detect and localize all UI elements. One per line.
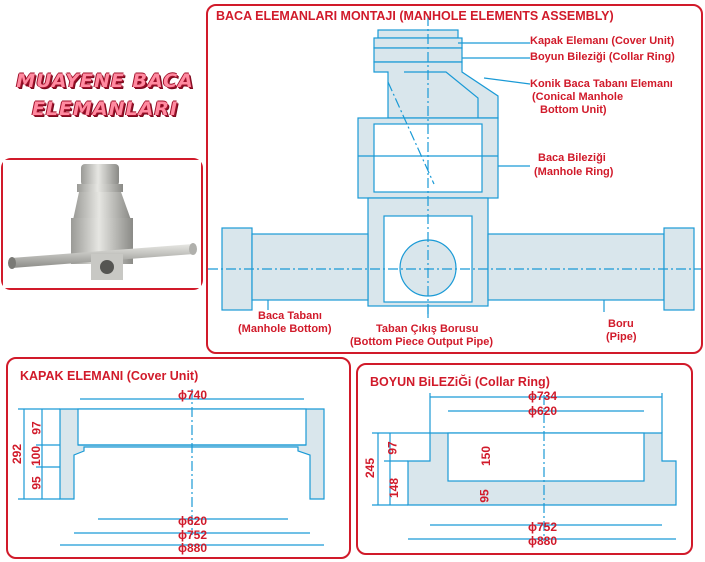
headline-line-1: MUAYENE BACA [16,70,194,92]
label-manhole-ring-1: Baca Bileziği [538,152,606,164]
collar-ring-drawing [358,365,691,553]
label-collar-ring: Boyun Bileziği (Collar Ring) [530,51,675,63]
collar-ring-panel [356,363,693,555]
collar-dim-97: 97 [385,441,400,455]
assembly-panel [206,4,703,354]
collar-dim-734: ϕ734 [528,389,558,403]
collar-dim-752: ϕ752 [528,520,558,534]
label-manhole-bottom-1: Baca Tabanı [258,310,322,322]
label-output-pipe-2: (Bottom Piece Output Pipe) [350,336,493,348]
cover-dim-880: ϕ880 [178,541,208,555]
photo-panel [1,158,203,290]
collar-ring-title: BOYUN BiLEZiĞi (Collar Ring) [370,375,550,389]
label-pipe-1: Boru [608,318,634,330]
collar-dim-880: ϕ880 [528,534,558,548]
cover-dim-620: ϕ620 [178,514,208,528]
cover-unit-panel [6,357,351,559]
collar-dim-620: ϕ620 [528,404,558,418]
collar-dim-148: 148 [387,477,402,499]
label-output-pipe-1: Taban Çıkış Borusu [376,323,479,335]
label-pipe-2: (Pipe) [606,331,637,343]
assembly-title: BACA ELEMANLARI MONTAJI (MANHOLE ELEMENTS ASSEMBLY) [216,9,614,23]
collar-dim-150: 150 [479,445,494,467]
label-conical-2: (Conical Manhole [532,91,624,103]
cover-dim-95: 95 [29,476,44,490]
cover-dim-752: ϕ752 [178,528,208,542]
label-cover-unit: Kapak Elemanı (Cover Unit) [530,35,675,47]
cover-dim-740: ϕ740 [178,388,208,402]
label-manhole-bottom-2: (Manhole Bottom) [238,323,332,335]
collar-dim-95: 95 [477,489,492,503]
cover-dim-292: 292 [10,443,25,465]
cover-dim-100: 100 [29,445,44,467]
label-conical-3: Bottom Unit) [540,104,607,116]
cover-dim-97: 97 [29,421,44,435]
label-manhole-ring-2: (Manhole Ring) [534,166,614,178]
headline-line-2: ELEMANLARI [31,98,179,120]
label-conical-1: Konik Baca Tabanı Elemanı [530,78,673,90]
manhole-photo [3,160,201,288]
cover-unit-title: KAPAK ELEMANI (Cover Unit) [20,369,199,383]
collar-dim-245: 245 [363,457,378,479]
